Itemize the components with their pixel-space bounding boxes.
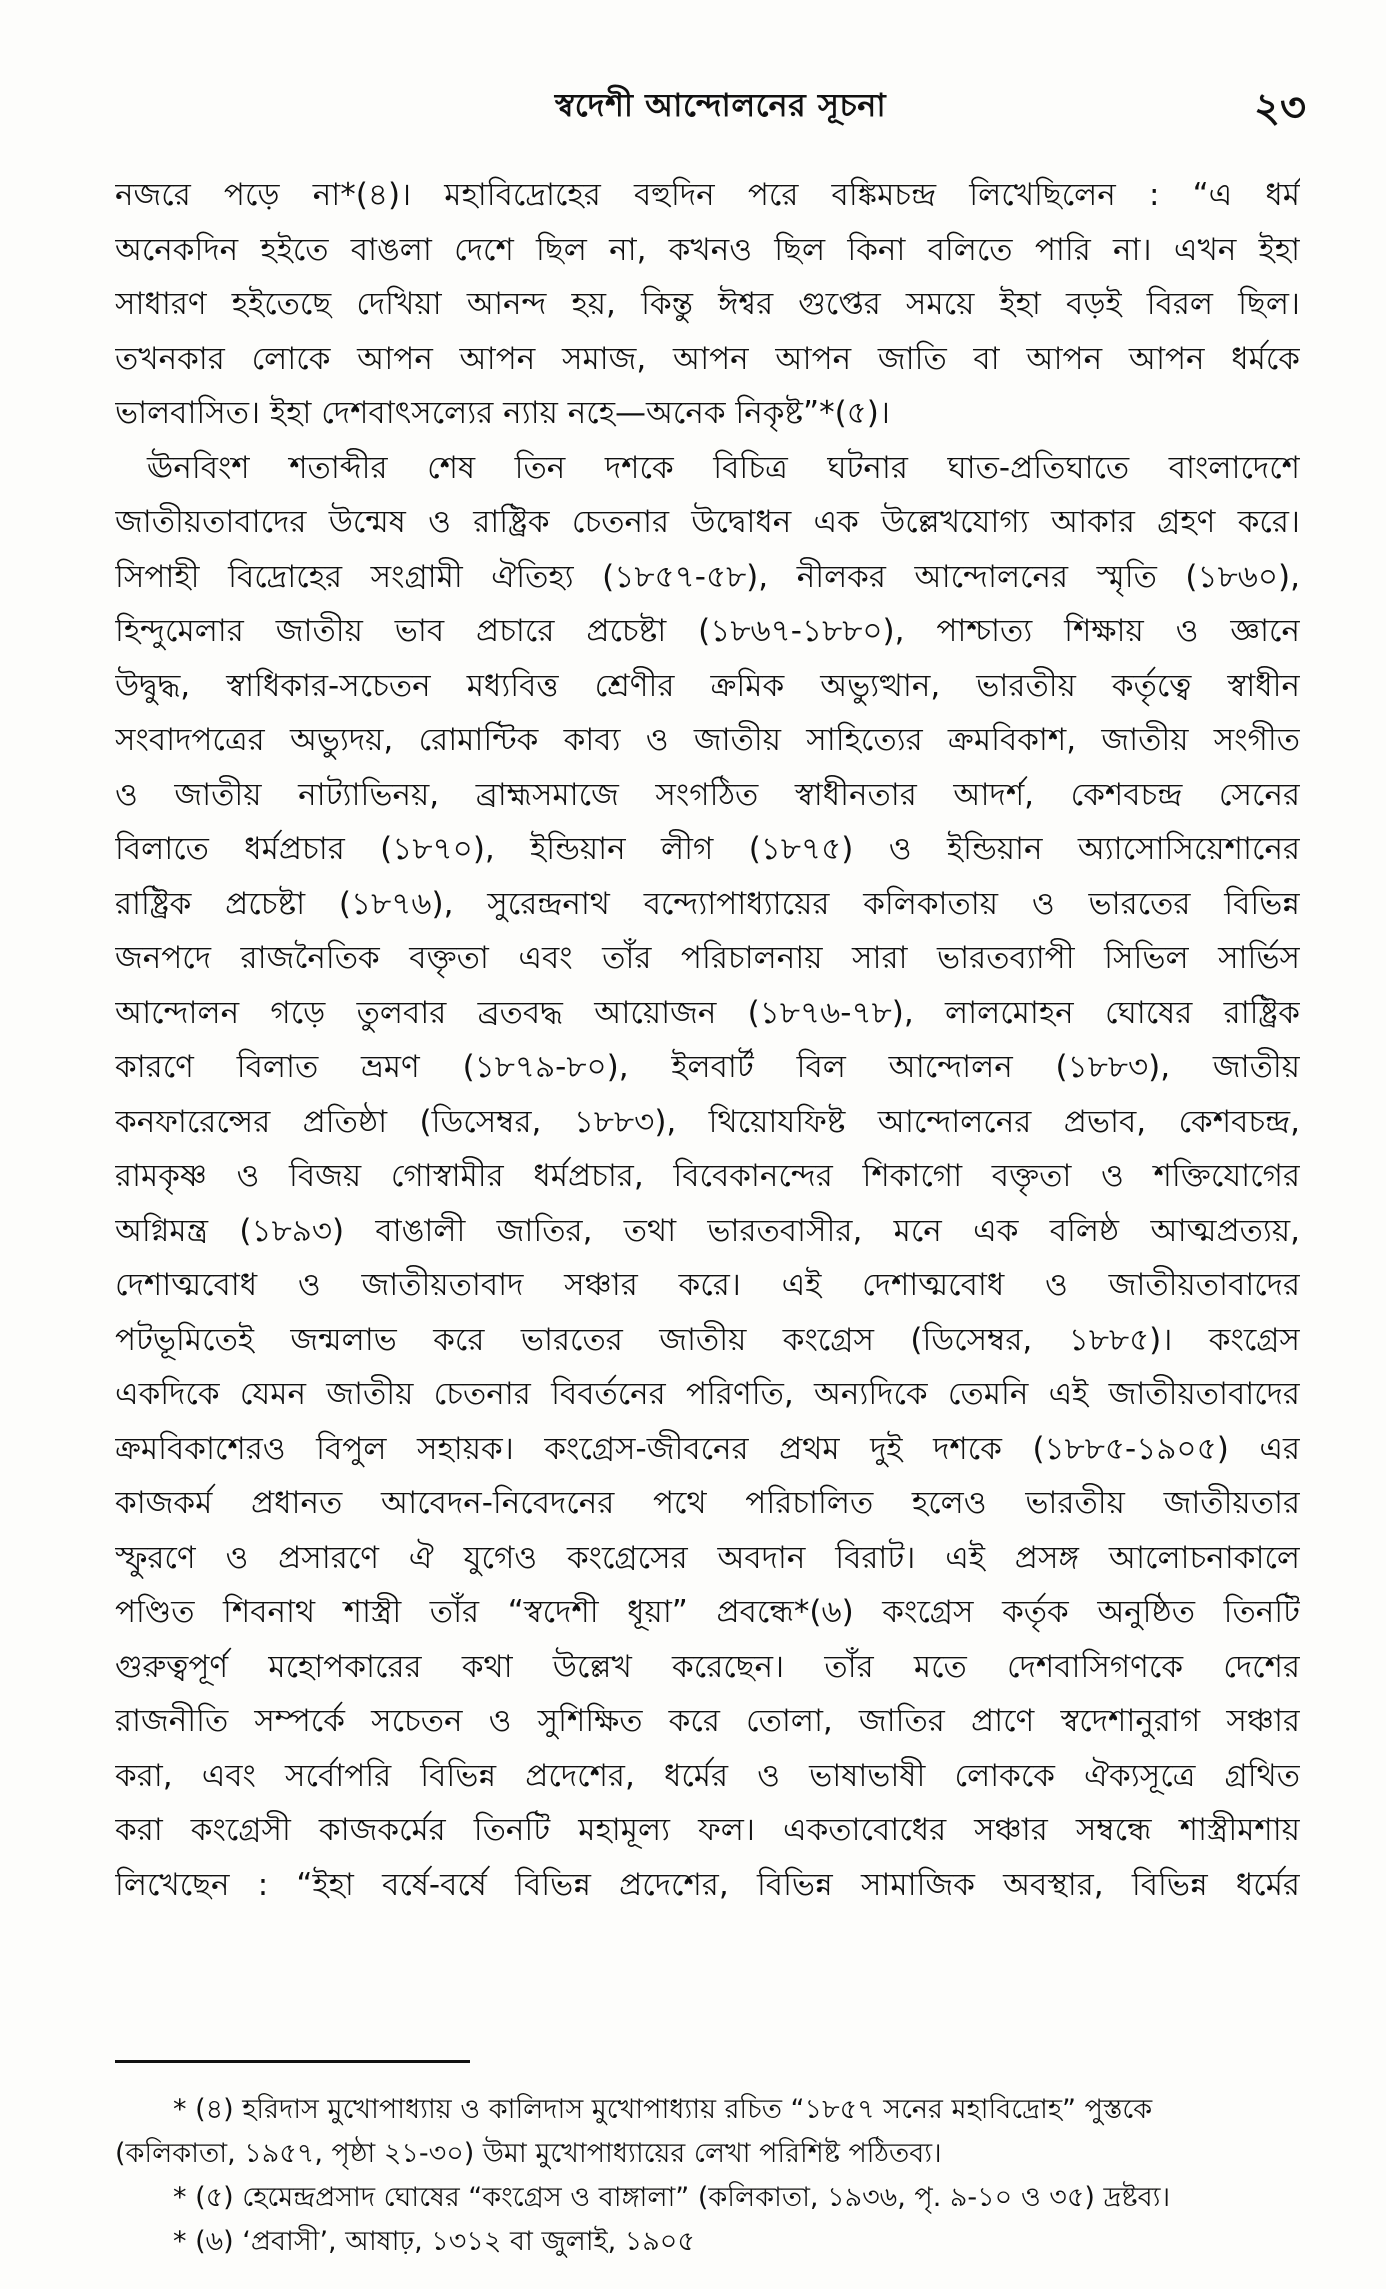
text-line: গুরুত্বপূর্ণ মহোপকারের কথা উল্লেখ করেছেন। তাঁর মতে দেশবাসিগণকে দেশের <box>115 1648 1300 1685</box>
text-line: একদিকে যেমন জাতীয় চেতনার বিবর্তনের পরিণতি, অন্যদিকে তেমনি এই জাতীয়তাবাদের <box>115 1376 1300 1412</box>
text-line: পণ্ডিত শিবনাথ শাস্ত্রী তাঁর “স্বদেশী ধূয়া” প্রবন্ধে*(৬) কংগ্রেস কর্তৃক অনুষ্ঠিত তিনটি <box>115 1594 1300 1630</box>
text-line: উদ্বুদ্ধ, স্বাধিকার-সচেতন মধ্যবিত্ত শ্রেণীর ক্রমিক অভ্যুত্থান, ভারতীয় কর্তৃত্বে স্বাধীন <box>115 667 1300 704</box>
text-line: স্ফুরণে ও প্রসারণে ঐ যুগেও কংগ্রেসের অবদান বিরাট। এই প্রসঙ্গ আলোচনাকালে <box>115 1539 1300 1576</box>
text-line: পটভূমিতেই জন্মলাভ করে ভারতের জাতীয় কংগ্রেস (ডিসেম্বর, ১৮৮৫)। কংগ্রেস <box>115 1321 1300 1358</box>
footnote-4-continued: (কলিকাতা, ১৯৫৭, পৃষ্ঠা ২১-৩০) উমা মুখোপাধ্যায়ের লেখা পরিশিষ্ট পঠিতব্য। <box>115 2138 942 2169</box>
paragraph-2 <box>115 441 1300 1913</box>
text-line: অগ্নিমন্ত্র (১৮৯৩) বাঙালী জাতির, তথা ভারতবাসীর, মনে এক বলিষ্ঠ আত্মপ্রত্যয়, <box>115 1212 1300 1249</box>
text-line: ঊনবিংশ শতাব্দীর শেষ তিন দশকে বিচিত্র ঘটনার ঘাত-প্রতিঘাতে বাংলাদেশে <box>147 449 1300 486</box>
text-line: কাজকর্ম প্রধানত আবেদন-নিবেদনের পথে পরিচালিত হলেও ভারতীয় জাতীয়তার <box>115 1485 1300 1521</box>
footnotes <box>115 2088 1300 2264</box>
paragraph-1 <box>115 168 1300 441</box>
running-head <box>115 72 1326 132</box>
text-line: ও জাতীয় নাট্যাভিনয়, ব্রাহ্মসমাজে সংগঠিত স্বাধীনতার আদর্শ, কেশবচন্দ্র সেনের <box>115 776 1300 813</box>
footnote-6: * (৬) ‘প্রবাসী’, আষাঢ়, ১৩১২ বা জুলাই, ১৯০৫ <box>173 2226 695 2257</box>
text-line: রাজনীতি সম্পর্কে সচেতন ও সুশিক্ষিত করে তোলা, জাতির প্রাণে স্বদেশানুরাগ সঞ্চার <box>115 1703 1300 1739</box>
text-line: করা, এবং সর্বোপরি বিভিন্ন প্রদেশের, ধর্মের ও ভাষাভাষী লোককে ঐক্যসূত্রে গ্রথিত <box>115 1757 1300 1794</box>
footnote-4: * (৪) হরিদাস মুখোপাধ্যায় ও কালিদাস মুখোপাধ্যায় রচিত “১৮৫৭ সনের মহাবিদ্রোহ” পুস্তকে <box>173 2094 1153 2125</box>
text-line: লিখেছেন : “ইহা বর্ষে-বর্ষে বিভিন্ন প্রদেশের, বিভিন্ন সামাজিক অবস্থার, বিভিন্ন ধর্মের <box>115 1866 1300 1903</box>
text-line: জনপদে রাজনৈতিক বক্তৃতা এবং তাঁর পরিচালনায় সারা ভারতব্যাপী সিভিল সার্ভিস <box>115 940 1300 976</box>
text-line: সিপাহী বিদ্রোহের সংগ্রামী ঐতিহ্য (১৮৫৭-৫৮), নীলকর আন্দোলনের স্মৃতি (১৮৬০), <box>115 558 1300 595</box>
text-line: বিলাতে ধর্মপ্রচার (১৮৭০), ইন্ডিয়ান লীগ (১৮৭৫) ও ইন্ডিয়ান অ্যাসোসিয়েশানের <box>115 831 1300 867</box>
text-line: আন্দোলন গড়ে তুলবার ব্রতবদ্ধ আয়োজন (১৮৭৬-৭৮), লালমোহন ঘোষের রাষ্ট্রিক <box>115 994 1300 1031</box>
text-line: সাধারণ হইতেছে দেখিয়া আনন্দ হয়, কিন্তু ঈশ্বর গুপ্তের সময়ে ইহা বড়ই বিরল ছিল। <box>115 286 1300 322</box>
text-line: দেশাত্মবোধ ও জাতীয়তাবাদ সঞ্চার করে। এই দেশাত্মবোধ ও জাতীয়তাবাদের <box>115 1267 1300 1303</box>
running-title: স্বদেশী আন্দোলনের সূচনা <box>554 86 887 124</box>
text-line: রাষ্ট্রিক প্রচেষ্টা (১৮৭৬), সুরেন্দ্রনাথ বন্দ্যোপাধ্যায়ের কলিকাতায় ও ভারতের বিভিন্ন <box>115 885 1300 922</box>
text-line: ভালবাসিত। ইহা দেশবাৎসল্যের ন্যায় নহে—অনেক নিকৃষ্ট”*(৫)। <box>115 395 890 431</box>
text-line: কনফারেন্সের প্রতিষ্ঠা (ডিসেম্বর, ১৮৮৩), থিয়োযফিষ্ট আন্দোলনের প্রভাব, কেশবচন্দ্র, <box>115 1103 1300 1140</box>
text-line: কারণে বিলাত ভ্রমণ (১৮৭৯-৮০), ইলবার্ট বিল আন্দোলন (১৮৮৩), জাতীয় <box>115 1049 1300 1085</box>
text-line: তখনকার লোকে আপন আপন সমাজ, আপন আপন জাতি বা আপন আপন ধর্মকে <box>115 340 1300 377</box>
text-line: নজরে পড়ে না*(৪)। মহাবিদ্রোহের বহুদিন পরে বঙ্কিমচন্দ্র লিখেছিলেন : “এ ধর্ম <box>115 177 1300 213</box>
text-line: অনেকদিন হইতে বাঙলা দেশে ছিল না, কখনও ছিল কিনা বলিতে পারি না। এখন ইহা <box>115 231 1300 268</box>
text-line: করা কংগ্রেসী কাজকর্মের তিনটি মহামূল্য ফল। একতাবোধের সঞ্চার সম্বন্ধে শাস্ত্রীমশায় <box>115 1812 1300 1848</box>
footnote-5: * (৫) হেমেন্দ্রপ্রসাদ ঘোষের “কংগ্রেস ও বাঙ্গালা” (কলিকাতা, ১৯৩৬, পৃ. ৯-১০ ও ৩৫) দ্রষ্টব্য। <box>173 2182 1171 2213</box>
body-text <box>115 168 1300 1912</box>
page-number: ২৩ <box>1253 85 1306 131</box>
text-line: জাতীয়তাবাদের উন্মেষ ও রাষ্ট্রিক চেতনার উদ্বোধন এক উল্লেখযোগ্য আকার গ্রহণ করে। <box>115 504 1300 540</box>
text-line: রামকৃষ্ণ ও বিজয় গোস্বামীর ধর্মপ্রচার, বিবেকানন্দের শিকাগো বক্তৃতা ও শক্তিযোগের <box>115 1158 1300 1194</box>
text-line: সংবাদপত্রের অভ্যুদয়, রোমান্টিক কাব্য ও জাতীয় সাহিত্যের ক্রমবিকাশ, জাতীয় সংগীত <box>115 722 1300 758</box>
footnote-divider <box>115 2060 470 2063</box>
text-line: ক্রমবিকাশেরও বিপুল সহায়ক। কংগ্রেস-জীবনের প্রথম দুই দশকে (১৮৮৫-১৯০৫) এর <box>115 1430 1300 1467</box>
text-line: হিন্দুমেলার জাতীয় ভাব প্রচারে প্রচেষ্টা (১৮৬৭-১৮৮০), পাশ্চাত্য শিক্ষায় ও জ্ঞানে <box>115 613 1300 649</box>
